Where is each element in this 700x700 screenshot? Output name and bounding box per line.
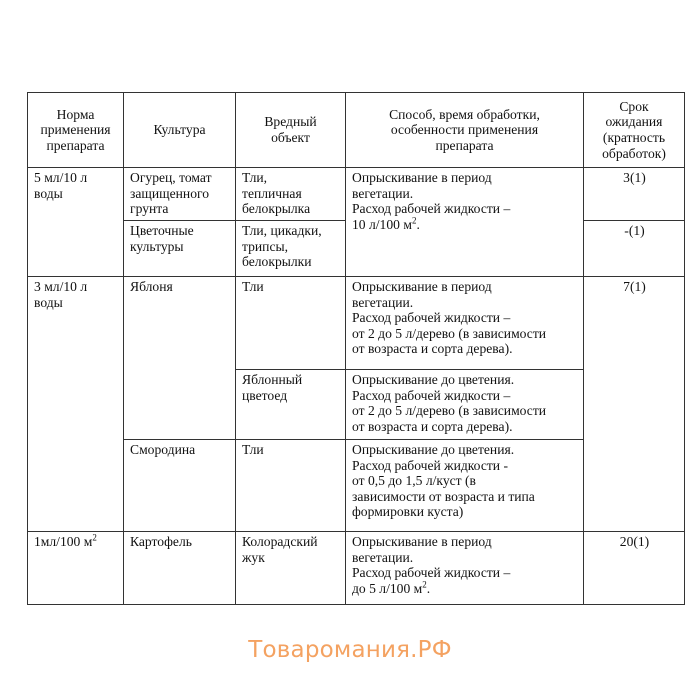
cell-wait: 3(1) xyxy=(584,168,685,221)
watermark-logo: Товаромания.РФ xyxy=(248,637,452,663)
cell-method: Опрыскивание в период вегетации. Расход рабочей жидкости – 10 л/100 $м^2$. xyxy=(346,168,584,277)
cell-pest: Колорадский жук xyxy=(236,532,346,605)
cell-pest: Тли xyxy=(236,440,346,532)
cell-culture: Смородина xyxy=(124,440,236,532)
header-norm: Норма применения препарата xyxy=(28,93,124,168)
cell-method: Опрыскивание в период вегетации. Расход рабочей жидкости – от 2 до 5 л/дерево (в зависимости от возраста и сорта дерева). xyxy=(346,277,584,370)
cell-culture: Огурец, томат защищенного грунта xyxy=(124,168,236,221)
table-row xyxy=(28,168,685,221)
cell-norm: 3 мл/10 л воды xyxy=(28,277,124,532)
cell-norm: 1мл/100 $м^2$ xyxy=(28,532,124,605)
cell-method: Опрыскивание до цветения. Расход рабочей жидкости - от 0,5 до 1,5 л/куст (в зависимости от возраста и типа формировки куста) xyxy=(346,440,584,532)
cell-norm: 5 мл/10 л воды xyxy=(28,168,124,277)
cell-wait: 20(1) xyxy=(584,532,685,605)
pesticide-usage-table xyxy=(27,92,685,605)
header-culture: Культура xyxy=(124,93,236,168)
cell-method: Опрыскивание до цветения. Расход рабочей жидкости – от 2 до 5 л/дерево (в зависимости от возраста и сорта дерева). xyxy=(346,370,584,440)
header-wait: Срок ожидания (кратность обработок) xyxy=(584,93,685,168)
cell-wait: 7(1) xyxy=(584,277,685,532)
cell-pest: Тли xyxy=(236,277,346,370)
header-method: Способ, время обработки, особенности применения препарата xyxy=(346,93,584,168)
cell-pest: Яблонный цветоед xyxy=(236,370,346,440)
cell-pest: Тли, цикадки, трипсы, белокрылки xyxy=(236,221,346,277)
cell-method: Опрыскивание в период вегетации. Расход рабочей жидкости – до 5 л/100 $м^2$. xyxy=(346,532,584,605)
header-pest: Вредный объект xyxy=(236,93,346,168)
cell-wait: -(1) xyxy=(584,221,685,277)
cell-culture: Цветочные культуры xyxy=(124,221,236,277)
cell-culture: Яблоня xyxy=(124,277,236,440)
table-row xyxy=(28,277,685,370)
cell-culture: Картофель xyxy=(124,532,236,605)
cell-pest: Тли, тепличная белокрылка xyxy=(236,168,346,221)
table-row xyxy=(28,532,685,605)
header-row xyxy=(28,93,685,168)
